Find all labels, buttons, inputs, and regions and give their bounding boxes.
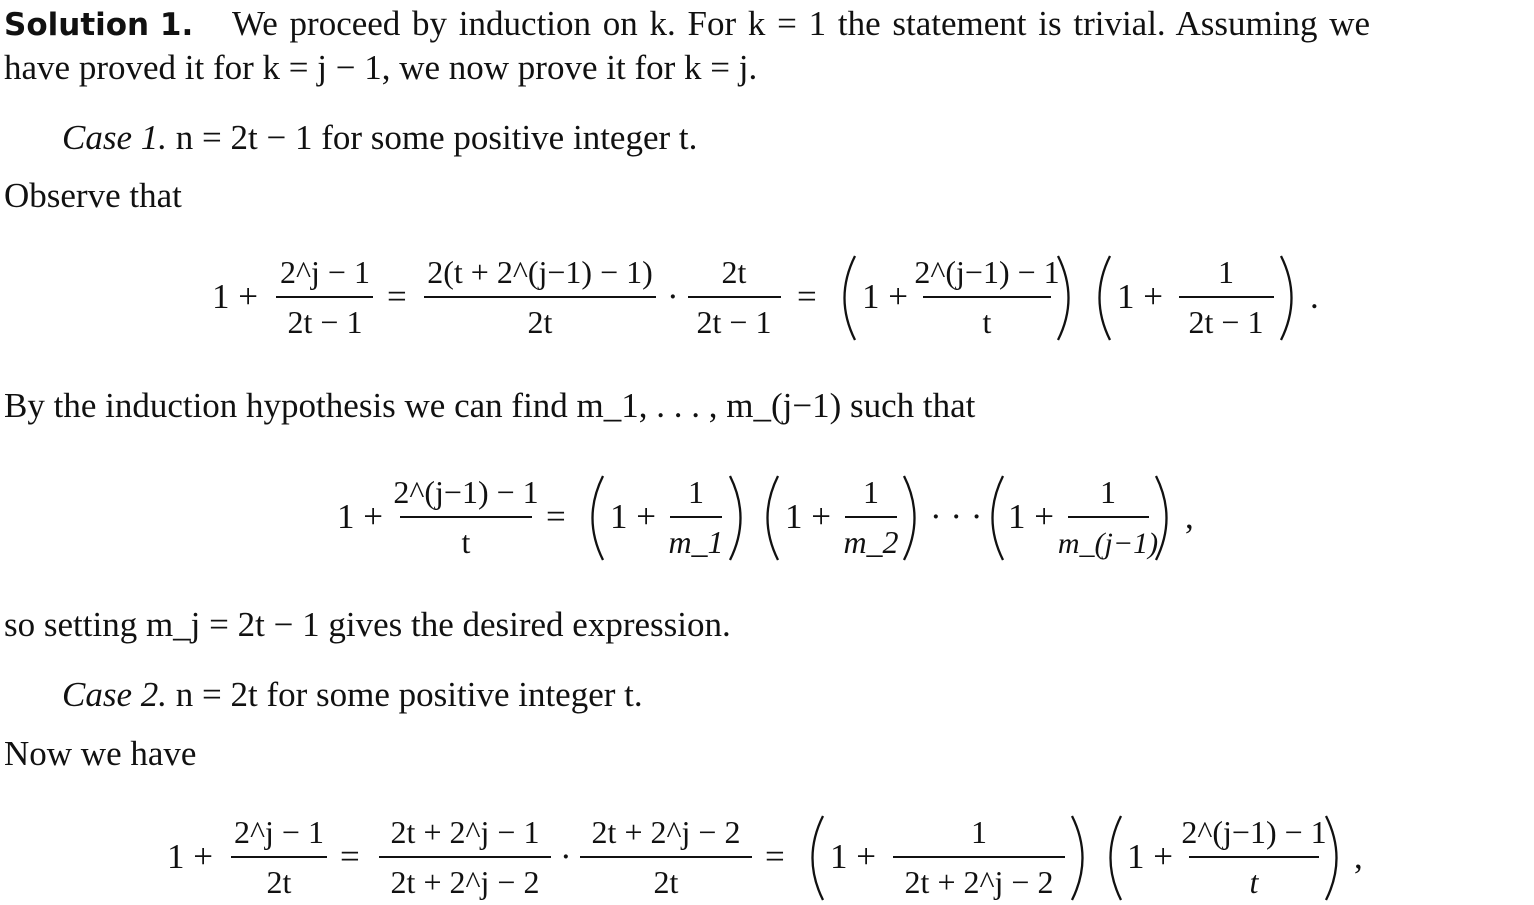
eq3-p1-one-plus: 1 +	[830, 837, 876, 876]
eq2-paren-3-left	[993, 476, 1004, 560]
eq1-dot: ·	[667, 277, 679, 316]
eq1-paren-1-left	[845, 256, 856, 340]
eq2-equals: =	[546, 497, 566, 536]
eq3-equals-2: =	[765, 837, 785, 876]
eq3-frac1-den: 2t	[266, 864, 292, 900]
eq2-comma: ,	[1185, 497, 1194, 536]
eq1-equals-1: =	[387, 277, 407, 316]
eq2-paren-1-right	[730, 476, 741, 560]
eq3-p2-num: 2^(j−1) − 1	[1181, 814, 1327, 850]
eq3-paren-2-left	[1111, 816, 1122, 900]
eq3-paren-1-right	[1072, 816, 1083, 900]
eq3-p2-den: t	[1249, 864, 1259, 900]
eq1-period: .	[1310, 277, 1319, 316]
eq2-p2-one-plus: 1 +	[785, 497, 831, 536]
eq2-p1-one-plus: 1 +	[610, 497, 656, 536]
case-2-statement: n = 2t for some positive integer t.	[175, 675, 643, 714]
solution-heading: Solution 1.	[4, 7, 194, 43]
paragraph-1-line-2: have proved it for k = j − 1, we now prove it for k = j.	[4, 48, 758, 87]
eq1-one-plus: 1 +	[212, 277, 258, 316]
eq1-p1-den: t	[982, 304, 992, 340]
eq2-p3-den: m_(j−1)	[1057, 527, 1159, 560]
eq2-p3-num: 1	[1100, 474, 1116, 510]
eq1-frac2-den: 2t	[527, 304, 553, 340]
equation-2	[337, 474, 1194, 560]
eq2-p2-num: 1	[863, 474, 879, 510]
eq3-frac3-den: 2t	[653, 864, 679, 900]
eq1-frac3-den: 2t − 1	[696, 304, 772, 340]
observe-that-line: Observe that	[4, 176, 182, 215]
eq3-equals-1: =	[340, 837, 360, 876]
equation-1	[212, 254, 1319, 340]
eq2-p1-den: m_1	[668, 524, 724, 560]
eq2-cdots: · · ·	[930, 497, 983, 536]
eq3-frac2-den: 2t + 2^j − 2	[390, 864, 540, 900]
eq1-paren-2-right	[1281, 256, 1292, 340]
eq1-p1-one-plus: 1 +	[862, 277, 908, 316]
eq3-p1-den: 2t + 2^j − 2	[904, 864, 1054, 900]
eq2-frac1-den: t	[461, 524, 471, 560]
eq3-paren-1-left	[813, 816, 824, 900]
eq2-frac1-num: 2^(j−1) − 1	[393, 474, 539, 510]
eq3-paren-2-right	[1326, 816, 1337, 900]
eq1-frac3-num: 2t	[721, 254, 747, 290]
eq1-frac2-num: 2(t + 2^(j−1) − 1)	[427, 254, 653, 290]
eq2-one-plus: 1 +	[337, 497, 383, 536]
eq2-paren-1-left	[593, 476, 604, 560]
eq3-frac3-num: 2t + 2^j − 2	[591, 814, 741, 850]
eq2-paren-2-left	[768, 476, 779, 560]
case-1-label: Case 1.	[62, 118, 167, 157]
eq2-p2-den: m_2	[843, 524, 899, 560]
eq2-paren-2-right	[904, 476, 915, 560]
equation-3	[167, 814, 1363, 900]
eq3-frac1-num: 2^j − 1	[234, 814, 324, 850]
case-1-statement: n = 2t − 1 for some positive integer t.	[175, 118, 698, 157]
so-setting-line: so setting m_j = 2t − 1 gives the desired expression.	[4, 605, 731, 644]
eq3-p2-one-plus: 1 +	[1127, 837, 1173, 876]
eq2-p3-one-plus: 1 +	[1008, 497, 1054, 536]
eq3-dot: ·	[560, 837, 572, 876]
eq1-frac1-num: 2^j − 1	[280, 254, 370, 290]
eq2-p1-num: 1	[688, 474, 704, 510]
eq3-frac2-num: 2t + 2^j − 1	[390, 814, 540, 850]
induction-hypothesis-line: By the induction hypothesis we can find m_1, . . . , m_(j−1) such that	[4, 386, 976, 425]
eq1-p2-den: 2t − 1	[1188, 304, 1264, 340]
eq1-p1-num: 2^(j−1) − 1	[914, 254, 1060, 290]
eq1-p2-num: 1	[1218, 254, 1234, 290]
eq1-equals-2: =	[797, 277, 817, 316]
case-2-label: Case 2.	[62, 675, 167, 714]
eq1-p2-one-plus: 1 +	[1117, 277, 1163, 316]
eq3-one-plus: 1 +	[167, 837, 213, 876]
eq3-comma: ,	[1354, 837, 1363, 876]
eq1-frac1-den: 2t − 1	[287, 304, 363, 340]
paragraph-1-text-1: We proceed by induction on k. For k = 1 the statement is trivial. Assuming we	[232, 4, 1371, 43]
eq1-paren-2-left	[1100, 256, 1111, 340]
now-we-have-line: Now we have	[4, 734, 197, 773]
eq3-p1-num: 1	[971, 814, 987, 850]
